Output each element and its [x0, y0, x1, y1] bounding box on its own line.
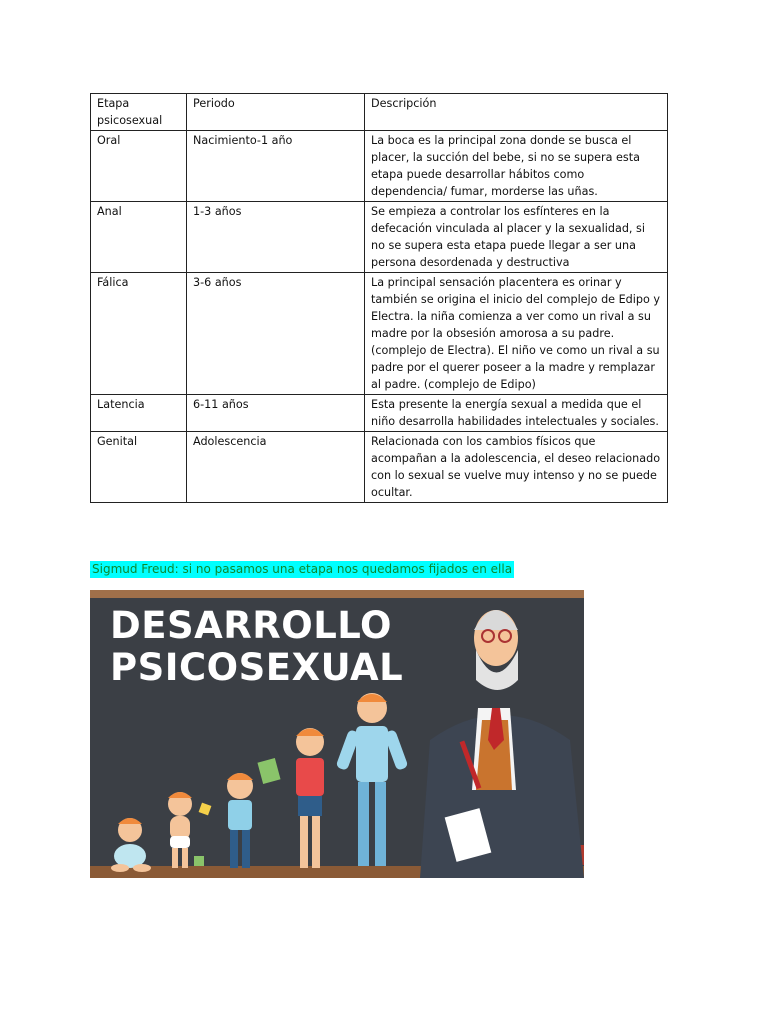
table-row	[91, 432, 668, 503]
description-cell: La boca es la principal zona donde se busca el placer, la succión del bebe, si no se supera esta etapa puede desarrollar hábitos como dependencia/ fumar, morderse las uñas.	[365, 131, 668, 202]
header-stage: Etapa psicosexual	[91, 94, 187, 131]
table-header-row	[91, 94, 668, 131]
description-cell: Relacionada con los cambios físicos que acompañan a la adolescencia, el deseo relacionado con lo sexual se vuelve muy intenso y no se puede ocultar.	[365, 432, 668, 503]
psychosexual-development-illustration	[90, 590, 584, 878]
illustration-title-line2: PSICOSEXUAL	[110, 646, 404, 689]
description-cell: Se empieza a controlar los esfínteres en la defecación vinculada al placer y la sexualidad, si no se supera esta etapa puede llegar a ser una persona desordenada y destructiva	[365, 202, 668, 273]
stage-cell: Latencia	[91, 395, 187, 432]
description-cell: La principal sensación placentera es orinar y también se origina el inicio del complejo de Edipo y Electra. la niña comienza a ver como un rival a su madre por la obsesión amorosa a su padre. (complejo de Electra). El niño ve como un rival a su padre por el querer poseer a la madre y remplazar al padre. (complejo de Edipo)	[365, 273, 668, 395]
header-period: Periodo	[187, 94, 365, 131]
stage-cell: Fálica	[91, 273, 187, 395]
table-row	[91, 202, 668, 273]
period-cell: Adolescencia	[187, 432, 365, 503]
psychosexual-stages-table	[90, 93, 668, 503]
illustration-title-line1: DESARROLLO	[110, 604, 392, 647]
table-row	[91, 273, 668, 395]
freud-highlight-quote: Sigmud Freud: si no pasamos una etapa nos quedamos fijados en ella	[92, 562, 513, 576]
period-cell: 6-11 años	[187, 395, 365, 432]
period-cell: 3-6 años	[187, 273, 365, 395]
table-row	[91, 131, 668, 202]
stage-cell: Anal	[91, 202, 187, 273]
period-cell: Nacimiento-1 año	[187, 131, 365, 202]
period-cell: 1-3 años	[187, 202, 365, 273]
stage-cell: Genital	[91, 432, 187, 503]
header-description: Descripción	[365, 94, 668, 131]
stage-cell: Oral	[91, 131, 187, 202]
description-cell: Esta presente la energía sexual a medida que el niño desarrolla habilidades intelectuales y sociales.	[365, 395, 668, 432]
table-row	[91, 395, 668, 432]
